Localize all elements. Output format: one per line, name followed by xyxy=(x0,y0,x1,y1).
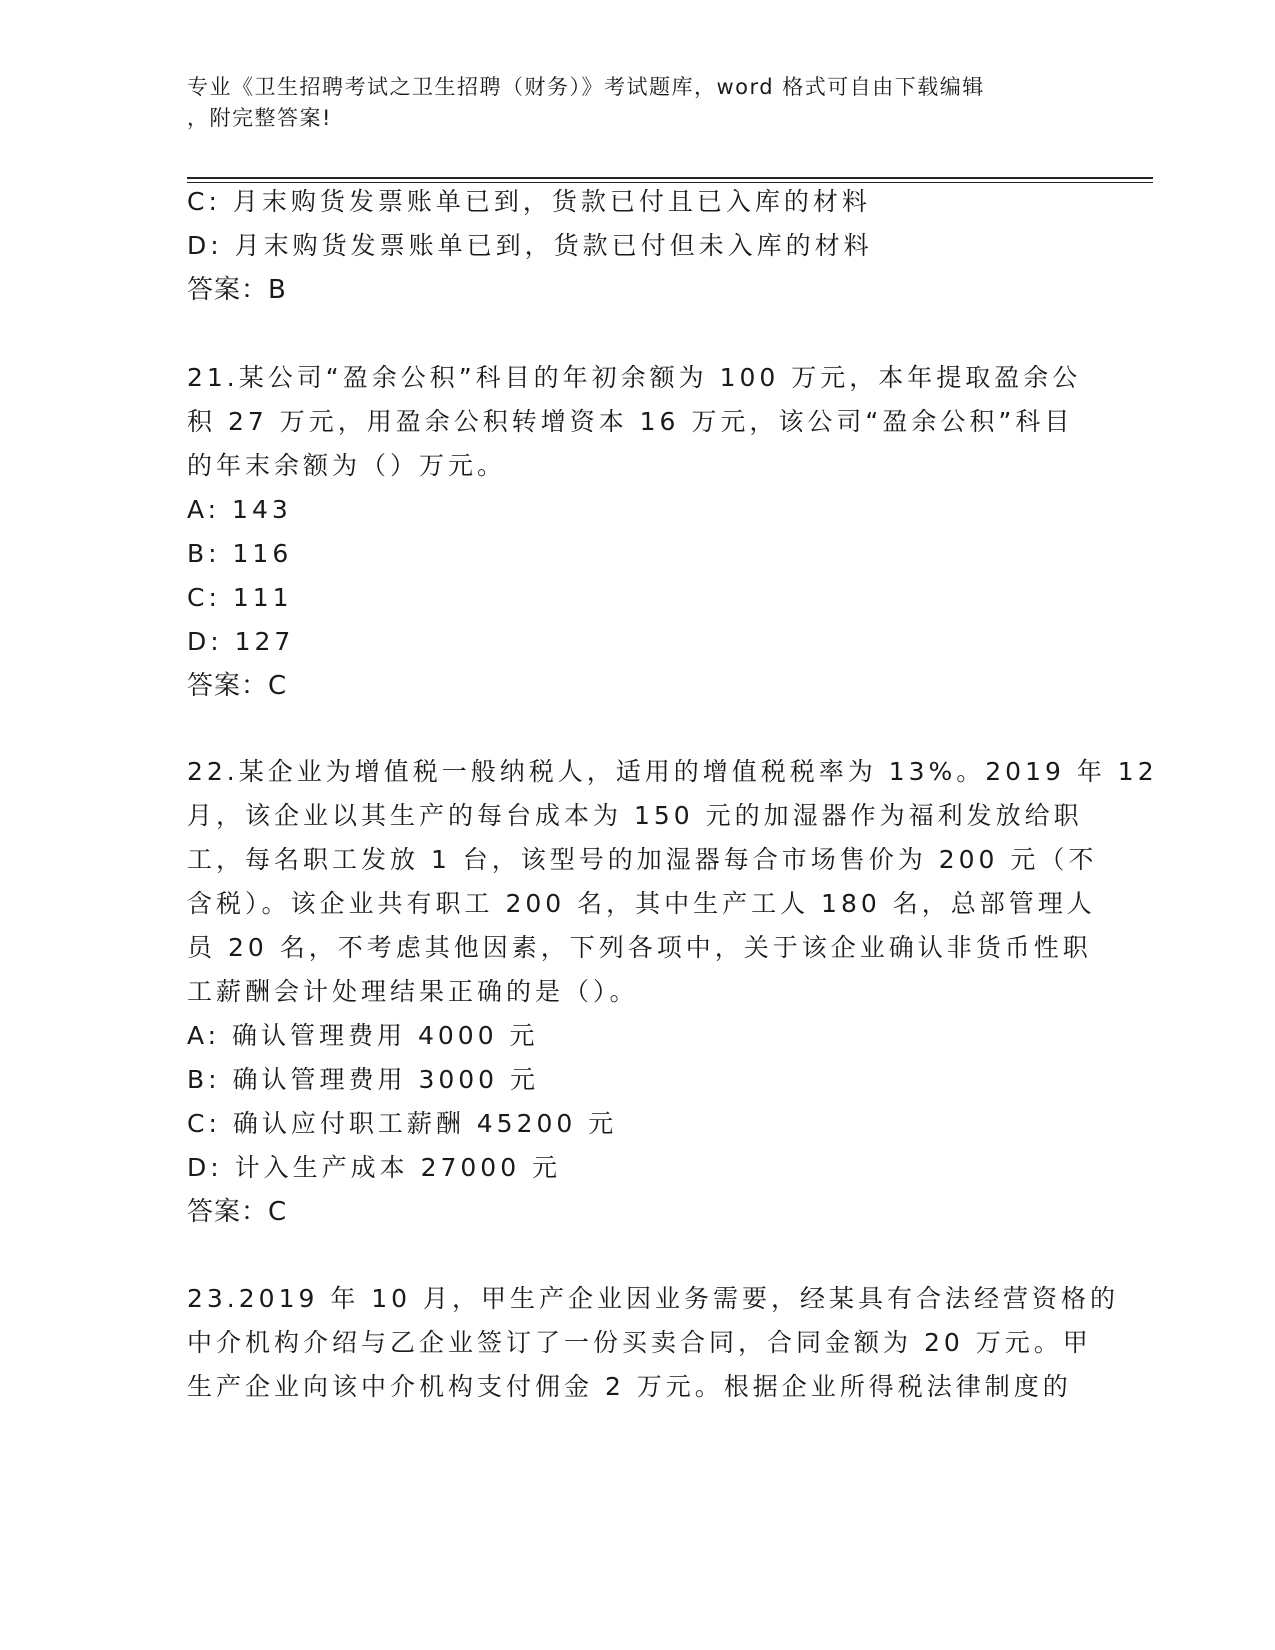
q22-option-a: A: 确认管理费用 4000 元 xyxy=(187,1021,539,1050)
q21-stem-line-2: 积 27 万元，用盈余公积转增资本 16 万元，该公司“盈余公积”科目 xyxy=(187,407,1074,436)
q21-option-b: B: 116 xyxy=(187,539,293,568)
q22-stem-line-1: 22.某企业为增值税一般纳税人，适用的增值税税率为 13%。2019 年 12 xyxy=(187,757,1158,786)
q23-stem-line-3: 生产企业向该中介机构支付佣金 2 万元。根据企业所得税法律制度的 xyxy=(187,1372,1072,1401)
q23-stem-line-1: 23.2019 年 10 月，甲生产企业因业务需要，经某具有合法经营资格的 xyxy=(187,1284,1120,1313)
q21-option-d: D: 127 xyxy=(187,627,295,656)
q22-stem-line-3: 工，每名职工发放 1 台，该型号的加湿器每合市场售价为 200 元（不 xyxy=(187,845,1098,874)
header-line-1: 专业《卫生招聘考试之卫生招聘（财务）》考试题库，word 格式可自由下载编辑 xyxy=(187,75,985,99)
q22-answer: 答案：C xyxy=(187,1197,288,1227)
prev-option-c: C: 月末购货发票账单已到，货款已付且已入库的材料 xyxy=(187,187,871,216)
header-line-2: ，附完整答案! xyxy=(187,106,332,130)
q22-stem-line-6: 工薪酬会计处理结果正确的是（）。 xyxy=(187,977,639,1006)
q22-option-d: D: 计入生产成本 27000 元 xyxy=(187,1153,562,1182)
prev-answer: 答案：B xyxy=(187,275,287,305)
q22-stem-line-5: 员 20 名，不考虑其他因素，下列各项中，关于该企业确认非货币性职 xyxy=(187,933,1092,962)
q21-stem-line-1: 21.某公司“盈余公积”科目的年初余额为 100 万元，本年提取盈余公 xyxy=(187,363,1082,392)
q22-option-b: B: 确认管理费用 3000 元 xyxy=(187,1065,540,1094)
q22-stem-line-4: 含税）。该企业共有职工 200 名，其中生产工人 180 名，总部管理人 xyxy=(187,889,1096,918)
page-header xyxy=(187,72,1067,134)
q21-answer: 答案：C xyxy=(187,671,288,701)
q22-option-c: C: 确认应付职工薪酬 45200 元 xyxy=(187,1109,618,1138)
q22-stem-line-2: 月，该企业以其生产的每台成本为 150 元的加湿器作为福利发放给职 xyxy=(187,801,1083,830)
prev-option-d: D: 月末购货发票账单已到，货款已付但未入库的材料 xyxy=(187,231,873,260)
header-divider-thin xyxy=(187,182,1153,183)
q21-option-c: C: 111 xyxy=(187,583,293,612)
q23-stem-line-2: 中介机构介绍与乙企业签订了一份买卖合同，合同金额为 20 万元。甲 xyxy=(187,1328,1092,1357)
q21-option-a: A: 143 xyxy=(187,495,292,524)
header-divider-thick xyxy=(187,177,1153,179)
q21-stem-line-3: 的年末余额为（）万元。 xyxy=(187,451,507,480)
